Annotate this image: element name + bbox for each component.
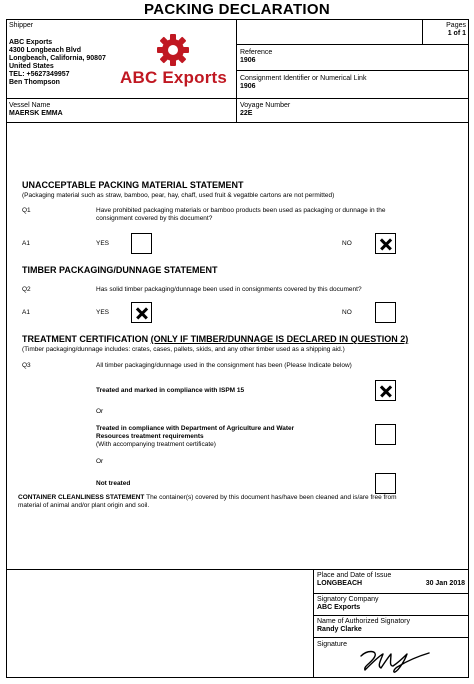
- divider: [313, 615, 469, 616]
- pages-value: 1 of 1: [447, 30, 466, 37]
- q2-no-checkbox[interactable]: [375, 302, 396, 323]
- unacceptable-sub: (Packaging material such as straw, bamboo, pear, hay, chaff, used fruit & vegatble cartons are not permitted): [22, 192, 335, 199]
- q1-yes-checkbox[interactable]: [131, 233, 152, 254]
- shipper-line: ABC Exports: [9, 39, 53, 46]
- divider: [236, 44, 469, 45]
- q1-yes-label: YES: [96, 240, 110, 247]
- option-ispm15-checkbox[interactable]: [375, 380, 396, 401]
- divider: [236, 19, 237, 122]
- divider: [313, 593, 469, 594]
- shipper-line: Ben Thompson: [9, 79, 60, 86]
- option-daff-note: (With accompanying treatment certificate): [96, 441, 216, 448]
- treatment-heading: [22, 334, 408, 345]
- authorized-signatory-label: Name of Authorized Signatory: [317, 618, 410, 625]
- or-separator: Or: [96, 408, 104, 415]
- treatment-heading-text: TREATMENT CERTIFICATION: [22, 334, 149, 344]
- q1-text: Have prohibited packaging materials or bamboo products been used as packaging or dunnage in the: [96, 207, 386, 214]
- reference-label: Reference: [240, 49, 273, 56]
- shipper-line: United States: [9, 63, 54, 70]
- treatment-sub: (Timber packaging/dunnage includes: crates, cases, pallets, skids, and any other timber used as a shipping aid.): [22, 346, 345, 353]
- pages-label: Pages: [446, 22, 466, 29]
- shipper-label: Shipper: [9, 22, 34, 29]
- signatory-company-label: Signatory Company: [317, 596, 379, 603]
- q2-yes-label: YES: [96, 309, 110, 316]
- shipper-line: TEL: +5627349957: [9, 71, 70, 78]
- q1-text: consignment covered by this document?: [96, 215, 213, 222]
- signature-image: [355, 644, 435, 674]
- option-daff-checkbox[interactable]: [375, 424, 396, 445]
- a1-label: A1: [22, 240, 30, 247]
- option-not-treated-label: Not treated: [96, 480, 131, 487]
- shipper-line: Longbeach, California, 90807: [9, 55, 106, 62]
- option-not-treated-checkbox[interactable]: [375, 473, 396, 494]
- q1-label: Q1: [22, 207, 31, 214]
- option-daff-label: Resources treatment requirements: [96, 433, 204, 440]
- cleanliness-statement: [18, 494, 466, 510]
- q1-no-checkbox[interactable]: [375, 233, 396, 254]
- divider: [236, 70, 469, 71]
- gear-icon: [156, 33, 190, 67]
- shipper-line: 4300 Longbeach Blvd: [9, 47, 81, 54]
- logo-text: ABC Exports: [120, 68, 228, 87]
- timber-heading: TIMBER PACKAGING/DUNNAGE STATEMENT: [22, 265, 218, 275]
- issue-label: Place and Date of Issue: [317, 572, 392, 579]
- issue-date: 30 Jan 2018: [425, 580, 465, 587]
- q2-text: Has solid timber packaging/dunnage been used in consignments covered by this document?: [96, 286, 362, 293]
- divider: [313, 637, 469, 638]
- treatment-heading-condition: (ONLY IF TIMBER/DUNNAGE IS DECLARED IN QUESTION 2): [150, 334, 409, 344]
- divider: [6, 122, 469, 123]
- or-separator: Or: [96, 458, 104, 465]
- page-title: PACKING DECLARATION: [144, 1, 330, 18]
- option-daff-label: Treated in compliance with Department of Agriculture and Water: [96, 425, 295, 432]
- q3-text: All timber packaging/dunnage used in the consignment has been (Please Indicate below): [96, 362, 352, 369]
- q2-yes-checkbox[interactable]: [131, 302, 152, 323]
- company-logo: [118, 33, 230, 95]
- unacceptable-heading: UNACCEPTABLE PACKING MATERIAL STATEMENT: [22, 180, 244, 190]
- q3-label: Q3: [22, 362, 31, 369]
- shipper-address: [9, 39, 106, 87]
- q2-label: Q2: [22, 286, 31, 293]
- vessel-label: Vessel Name: [9, 102, 51, 109]
- authorized-signatory-value: Randy Clarke: [317, 626, 362, 633]
- voyage-label: Voyage Number: [240, 102, 291, 109]
- cleanliness-text: The container(s) covered by this document has/have been cleaned and is/are free from: [146, 494, 397, 501]
- signature-label: Signature: [317, 641, 347, 648]
- reference-value: 1906: [240, 57, 256, 64]
- divider: [313, 569, 314, 678]
- signatory-company-value: ABC Exports: [317, 604, 361, 611]
- q2-no-label: NO: [342, 309, 352, 316]
- cleanliness-heading: CONTAINER CLEANLINESS STATEMENT: [18, 494, 145, 501]
- voyage-value: 22E: [240, 110, 253, 117]
- cleanliness-text: material of animal and/or plant origin and soil.: [18, 502, 150, 509]
- divider: [6, 569, 469, 570]
- divider: [6, 98, 469, 99]
- consignment-label: Consignment Identifier or Numerical Link: [240, 75, 367, 82]
- a2-label: A1: [22, 309, 30, 316]
- q1-no-label: NO: [342, 240, 352, 247]
- option-ispm15-label: Treated and marked in compliance with ISPM 15: [96, 387, 245, 394]
- divider: [422, 19, 423, 44]
- issue-place: LONGBEACH: [317, 580, 363, 587]
- consignment-value: 1906: [240, 83, 256, 90]
- vessel-value: MAERSK EMMA: [9, 110, 63, 117]
